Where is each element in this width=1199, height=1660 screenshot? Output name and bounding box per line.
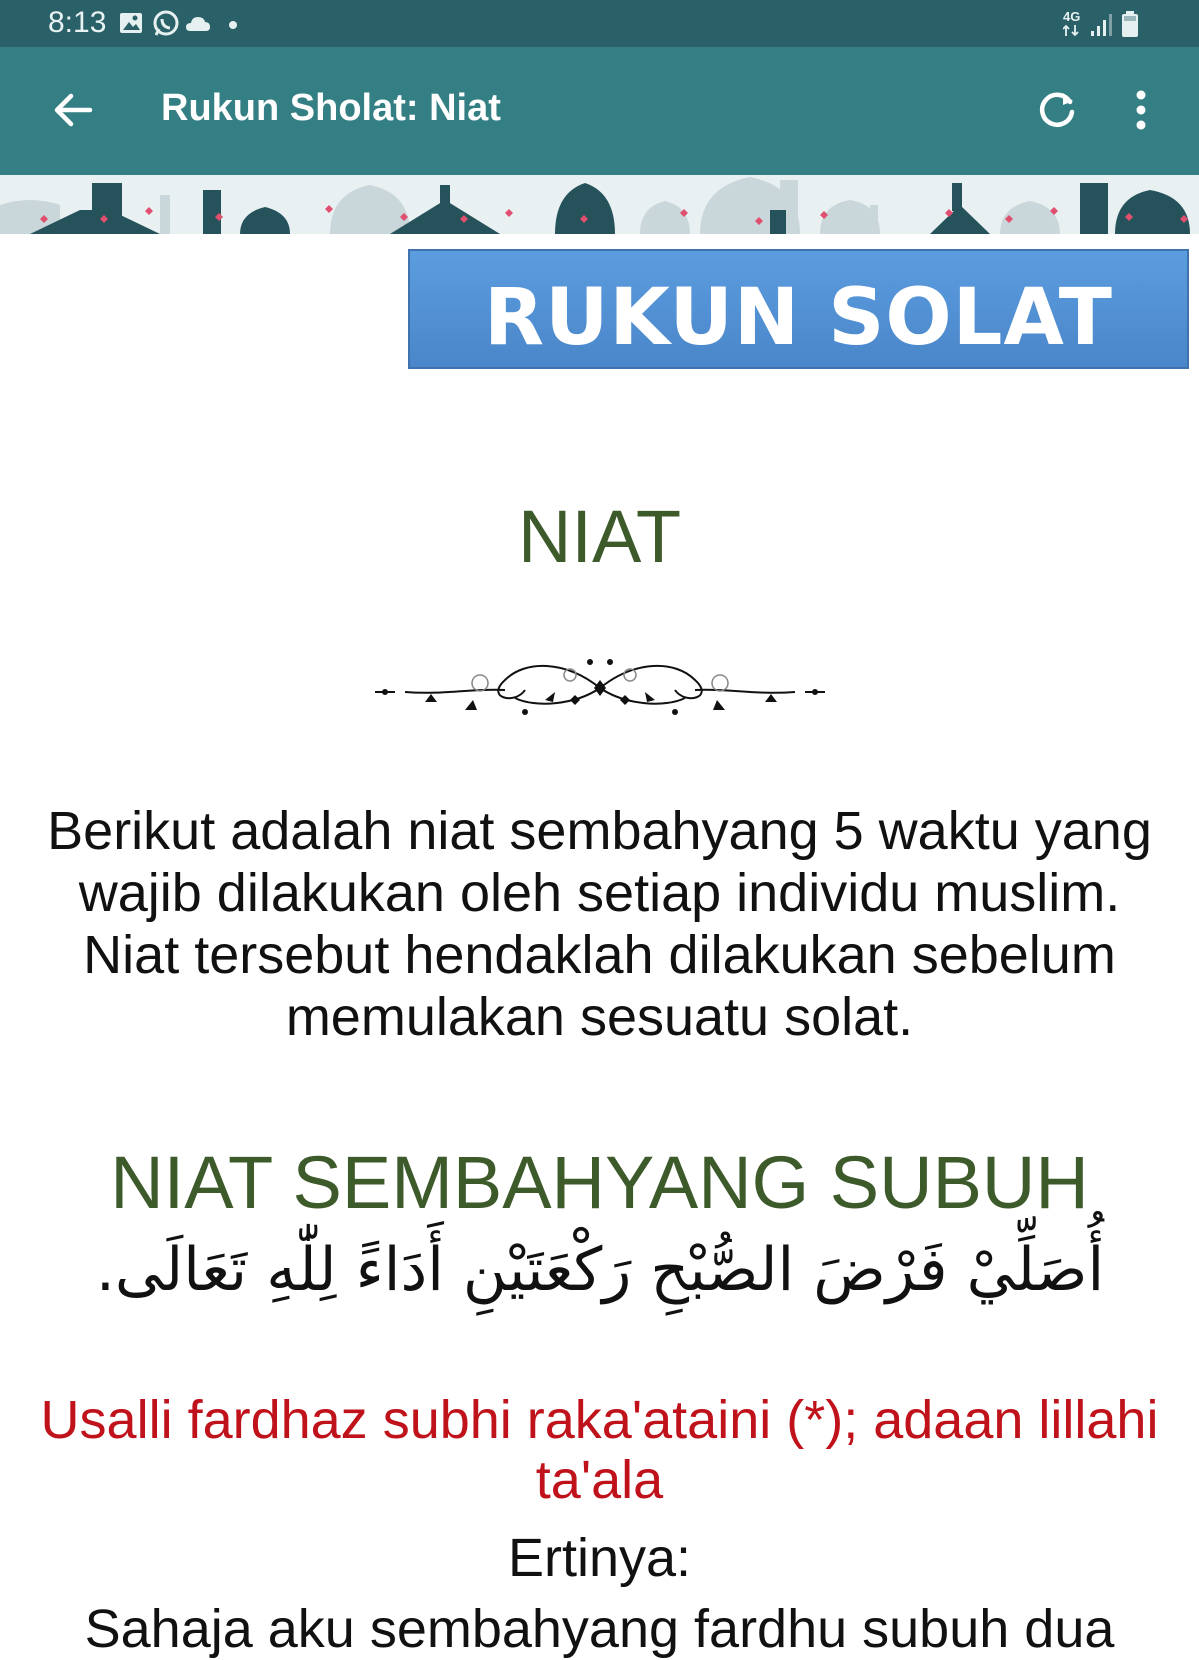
mosque-skyline-decoration: [0, 175, 1199, 234]
header-image-text: RUKUN SOLAT: [484, 273, 1113, 363]
status-icons-right: [1063, 9, 1153, 39]
more-vert-icon: [1116, 83, 1166, 137]
arabic-niat-text: أُصَلِّيْ فَرْضَ الصُّبْحِ رَكْعَتَيْنِ أَدَاءً لِلّٰهِ تَعَالَى.: [95, 1235, 1105, 1305]
signal-icon: [1091, 14, 1112, 36]
page-title: Rukun Sholat: Niat: [161, 87, 501, 129]
heading-niat: NIAT: [517, 495, 682, 578]
heading-niat-sembahyang-subuh: NIAT SEMBAHYANG SUBUH: [110, 1141, 1089, 1224]
rukun-solat-header-image: [408, 249, 1189, 369]
mosque-banner: [0, 175, 1199, 234]
transliteration-text: Usalli fardhaz subhi raka'ataini (*); adaan lillahi ta'ala: [40, 1390, 1159, 1510]
network-label: 4G: [1063, 9, 1081, 24]
status-icons-left: [118, 9, 268, 39]
app-bar: [0, 47, 1199, 175]
refresh-button[interactable]: [1030, 83, 1084, 137]
intro-paragraph: Berikut adalah niat sembahyang 5 waktu yang wajib dilakukan oleh setiap individu muslim. Niat tersebut hendaklah dilakukan sebelum memulakan sesuatu solat.: [47, 801, 1152, 1047]
meaning-text: Sahaja aku sembahyang fardhu subuh dua: [84, 1599, 1115, 1659]
whatsapp-icon: [155, 12, 177, 35]
back-button[interactable]: [46, 83, 100, 137]
floral-divider-ornament: [365, 650, 835, 726]
dot-icon: [229, 21, 237, 29]
more-options-button[interactable]: [1116, 83, 1166, 137]
gallery-icon: [120, 13, 142, 33]
arrow-back-icon: [46, 83, 100, 137]
battery-icon: [1122, 11, 1138, 37]
refresh-icon: [1030, 83, 1084, 137]
status-time: 8:13: [48, 6, 107, 39]
status-bar: [0, 0, 1199, 47]
cloud-icon: [186, 17, 210, 31]
meaning-label: Ertinya:: [507, 1528, 692, 1588]
